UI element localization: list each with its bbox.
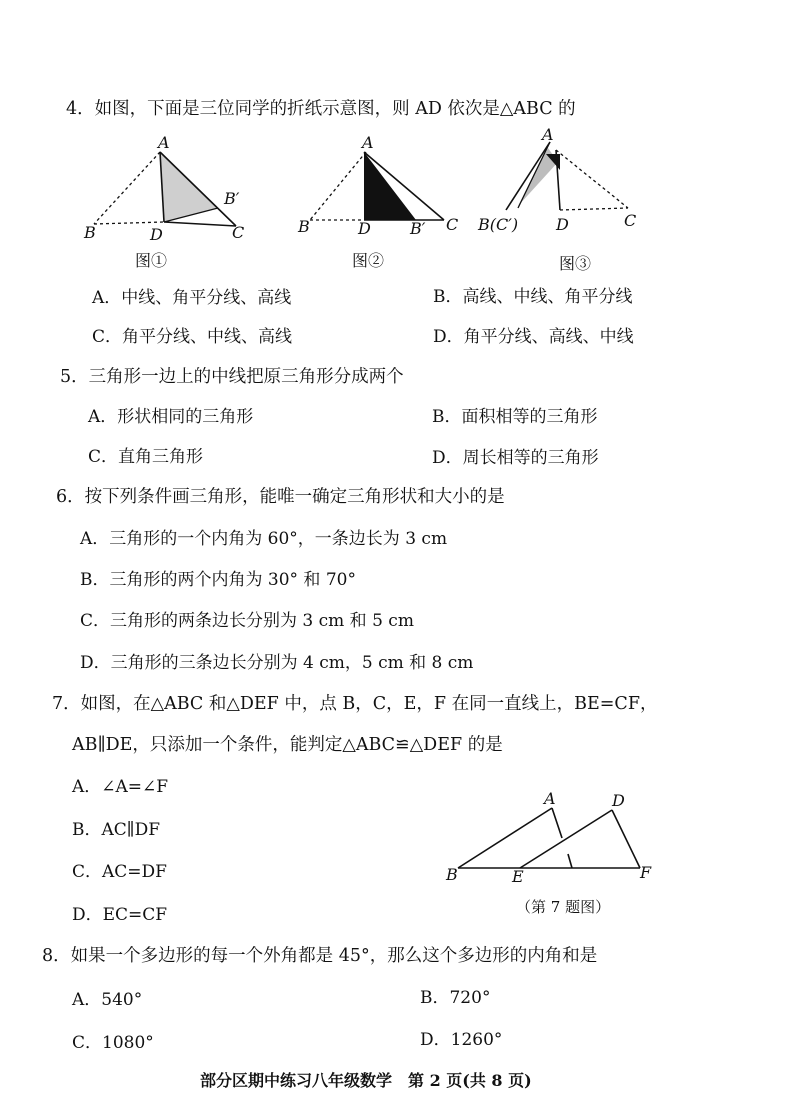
- q8-option-a: A．540°: [72, 990, 143, 1010]
- fig1-dashed-bd: [94, 222, 164, 224]
- fig3-label-c: C: [624, 211, 637, 230]
- fig3-label-b-c-prime: B(C′): [478, 215, 519, 234]
- q6-option-c: C．三角形的两条边长分别为 3 cm 和 5 cm: [80, 611, 414, 631]
- q4-option-d: D．角平分线、高线、中线: [433, 327, 634, 347]
- fig1-label-a: A: [158, 133, 170, 152]
- fig2-label-a: A: [362, 133, 374, 152]
- q7-line-df: [612, 810, 640, 868]
- q8-stem: 8．如果一个多边形的每一个外角都是 45°，那么这个多边形的内角和是: [42, 946, 598, 966]
- q8-option-c: C．1080°: [72, 1033, 154, 1053]
- page-footer: 部分区期中练习八年级数学 第 2 页(共 8 页): [200, 1071, 532, 1090]
- q7-label-e: E: [512, 867, 524, 886]
- q4-figure-3: [476, 125, 656, 248]
- q8-option-b: B．720°: [420, 988, 491, 1008]
- fig2-caption: 图②: [352, 251, 385, 270]
- q7-figure: [440, 788, 670, 888]
- fig3-label-d: D: [556, 215, 569, 234]
- q7-stem-line1: 7．如图，在△ABC 和△DEF 中，点 B，C，E，F 在同一直线上，BE=CF，: [52, 694, 658, 714]
- q6-option-d: D．三角形的三条边长分别为 4 cm，5 cm 和 8 cm: [80, 653, 474, 673]
- fig1-label-d: D: [150, 225, 163, 244]
- q4-stem: 4．如图，下面是三位同学的折纸示意图，则 AD 依次是△ABC 的: [66, 99, 576, 119]
- fig2-label-d: D: [358, 219, 371, 238]
- q7-stem-line2: AB∥DE，只添加一个条件，能判定△ABC≌△DEF 的是: [72, 735, 503, 755]
- fig3-caption: 图③: [559, 254, 592, 273]
- fig1-label-c: C: [232, 223, 245, 242]
- q5-option-b: B．面积相等的三角形: [432, 407, 598, 427]
- fig2-label-c: C: [446, 215, 459, 234]
- fig2-label-b-prime: B′: [410, 219, 426, 238]
- q7-line-ac: [552, 808, 562, 838]
- fig3-label-a: A: [542, 125, 554, 144]
- q7-option-d: D．EC=CF: [72, 905, 168, 925]
- fig1-dc: [164, 222, 236, 226]
- fig3-dashed-dc: [560, 208, 628, 210]
- fig1-dashed-ab: [94, 152, 160, 224]
- fig2-folded-region: [364, 152, 416, 220]
- q8-option-d: D．1260°: [420, 1030, 503, 1050]
- q6-option-a: A．三角形的一个内角为 60°，一条边长为 3 cm: [80, 529, 448, 549]
- fig3-dashed-ac: [556, 150, 628, 208]
- q7-option-c: C．AC=DF: [72, 862, 167, 882]
- q7-label-d: D: [612, 791, 625, 810]
- q7-option-b: B．AC∥DF: [72, 820, 161, 840]
- q5-stem: 5．三角形一边上的中线把原三角形分成两个: [60, 367, 404, 387]
- q7-label-f: F: [640, 863, 652, 882]
- q5-option-a: A．形状相同的三角形: [88, 407, 254, 427]
- q5-option-d: D．周长相等的三角形: [432, 448, 599, 468]
- fig1-label-b: B: [84, 223, 96, 242]
- q7-line-ab: [458, 808, 552, 868]
- q7-line-ac-lower: [568, 854, 572, 868]
- fig1-label-b-prime: B′: [224, 189, 240, 208]
- q7-label-a: A: [544, 789, 556, 808]
- q4-figure-1: [80, 133, 260, 248]
- q5-option-c: C．直角三角形: [88, 447, 204, 467]
- fig1-caption: 图①: [135, 251, 168, 270]
- q4-option-a: A．中线、角平分线、高线: [92, 288, 292, 308]
- fig2-dashed-ab: [310, 152, 366, 220]
- q4-option-c: C．角平分线、中线、高线: [92, 327, 293, 347]
- q7-figure-caption: （第 7 题图）: [516, 898, 611, 916]
- q4-figure-2: [296, 133, 476, 248]
- fig2-label-b: B: [298, 217, 310, 236]
- q6-stem: 6．按下列条件画三角形，能唯一确定三角形状和大小的是: [56, 487, 505, 507]
- fig1-folded-region: [160, 152, 218, 222]
- q7-option-a: A．∠A=∠F: [72, 777, 169, 797]
- q7-label-b: B: [446, 865, 458, 884]
- q6-option-b: B．三角形的两个内角为 30° 和 70°: [80, 570, 356, 590]
- q4-option-b: B．高线、中线、角平分线: [433, 287, 633, 307]
